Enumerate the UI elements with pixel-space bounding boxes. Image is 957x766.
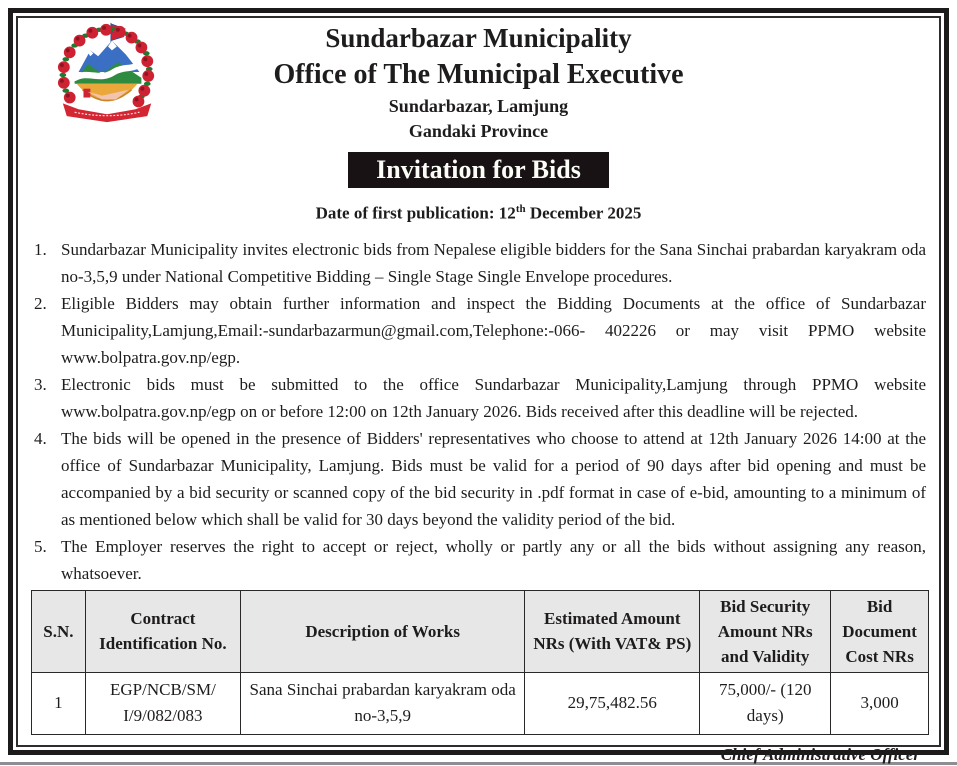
table-header-row: [32, 590, 929, 672]
publication-date-ordinal: th: [515, 203, 526, 215]
document-inner-border: [16, 16, 941, 764]
table-header-cell: S.N.: [32, 590, 86, 672]
item-number: 1.: [34, 239, 47, 259]
notice-item: [31, 236, 926, 290]
cell-estimated-amount: 29,75,482.56: [525, 672, 700, 734]
table-row: [32, 672, 929, 734]
invitation-banner: Invitation for Bids: [348, 152, 609, 188]
address-line: Sundarbazar, Lamjung: [388, 96, 569, 116]
cell-sn: 1: [32, 672, 86, 734]
item-text: Sundarbazar Municipality invites electronic bids from Nepalese eligible bidders for the Sana Sinchai prabardan karyakram oda no-3,5,9 under National Competitive Bidding – Single Stage Single Envelope procedures.: [61, 239, 926, 286]
table-header-cell: Bid Security Amount NRs and Validity: [700, 590, 831, 672]
table-header-cell: Description of Works: [240, 590, 524, 672]
table-header-cell: Contract Identification No.: [85, 590, 240, 672]
table-header-cell: Bid Document Cost NRs: [831, 590, 929, 672]
item-text: The bids will be opened in the presence of Bidders' representatives who choose to attend at 12th January 2026 14:00 at the office of Sundarbazar Municipality, Lamjung. Bids must be valid for a period of 90 days after bid opening and must be accompanied by a bid security or scanned copy of the bid security in .pdf format in case of e-bid, amounting to a minimum of as mentioned below which shall be valid for 30 days beyond the validity period of the bid.: [61, 428, 926, 529]
item-number: 4.: [34, 428, 47, 448]
notice-list: [31, 236, 926, 587]
nepal-emblem-logo: [55, 20, 163, 124]
notice-item: [31, 371, 926, 425]
bid-table: [31, 590, 929, 735]
item-number: 3.: [34, 374, 47, 394]
item-number: 5.: [34, 536, 47, 556]
cell-description: Sana Sinchai prabardan karyakram oda no-3,5,9: [240, 672, 524, 734]
cell-contract-id: EGP/NCB/SM/ I/9/082/083: [85, 672, 240, 734]
item-text: The Employer reserves the right to accept or reject, wholly or partly any or all the bids without assigning any reason, whatsoever.: [61, 536, 926, 583]
signature-line: Chief Administrative Officer: [720, 744, 920, 764]
document-outer-border: [8, 8, 949, 764]
cell-document-cost: 3,000: [831, 672, 929, 734]
cell-bid-security: 75,000/- (120 days): [700, 672, 831, 734]
publication-date-prefix: Date of first publication: 12: [315, 203, 516, 223]
item-text: Eligible Bidders may obtain further information and inspect the Bidding Documents at the office of Sundarbazar Municipality,Lamjung,Email:-sundarbazarmun@gmail.com,Telephone:-066- 402226 or may visit PPMO website www.bolpatra.gov.np/egp.: [61, 293, 926, 367]
item-text: Electronic bids must be submitted to the office Sundarbazar Municipality,Lamjung through PPMO website www.bolpatra.gov.np/egp on or before 12:00 on 12th January 2026. Bids received after this deadline will be rejected.: [61, 374, 926, 421]
item-number: 2.: [34, 293, 47, 313]
office-title: Office of The Municipal Executive: [273, 59, 684, 90]
municipality-title: Sundarbazar Municipality: [325, 23, 632, 53]
province-line: Gandaki Province: [408, 121, 549, 141]
notice-item: [31, 533, 926, 587]
publication-date: [31, 196, 926, 227]
table-header-cell: Estimated Amount NRs (With VAT& PS): [525, 590, 700, 672]
notice-item: [31, 425, 926, 533]
publication-date-suffix: December 2025: [525, 203, 642, 223]
notice-item: [31, 290, 926, 371]
